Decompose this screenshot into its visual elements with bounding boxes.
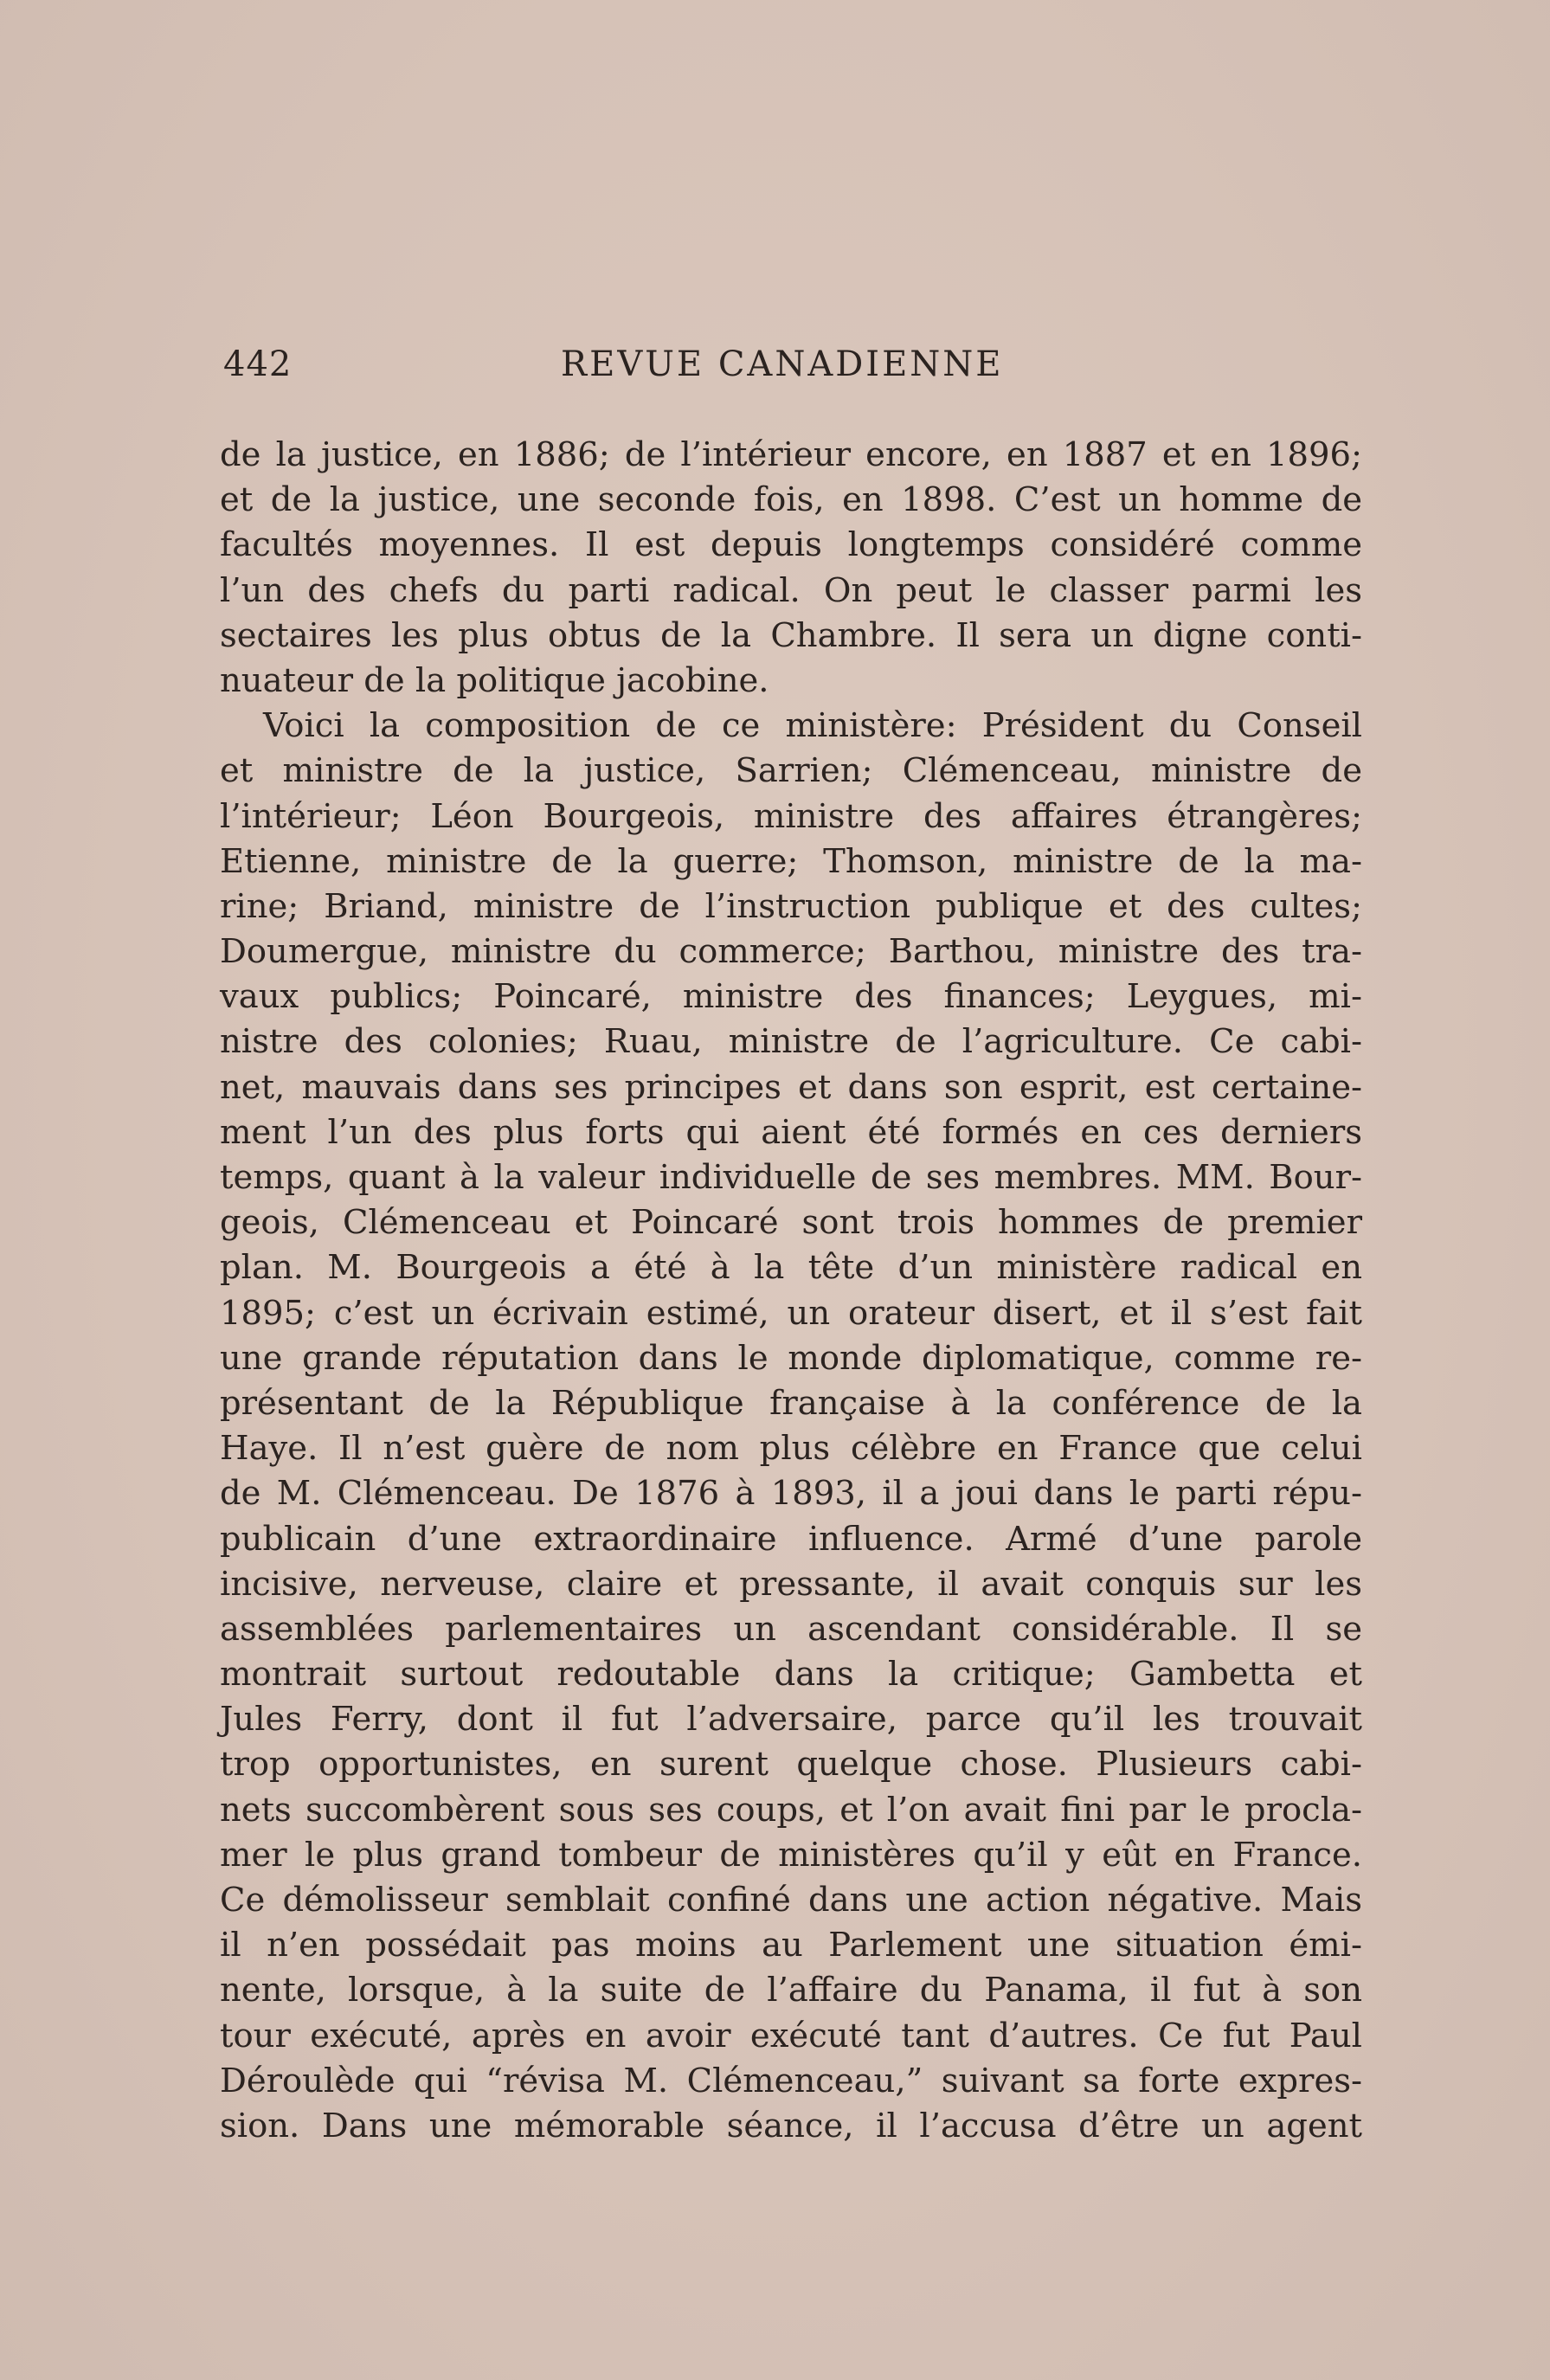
- text-line: et de la justice, une seconde fois, en 1898. C’est un homme de: [220, 480, 1362, 520]
- text-line: incisive, nerveuse, claire et pressante, il avait conquis sur les: [220, 1564, 1362, 1604]
- text-line: facultés moyennes. Il est depuis longtemps considéré comme: [220, 525, 1362, 565]
- text-line: nente, lorsque, à la suite de l’affaire du Panama, il fut à son: [220, 1971, 1362, 2010]
- text-line: il n’en possédait pas moins au Parlement une situation émi-: [220, 1926, 1362, 1965]
- page-number: 442: [223, 344, 293, 384]
- paragraph-start-line: Voici la composition de ce ministère: Président du Conseil: [263, 706, 1362, 746]
- text-line: publicain d’une extraordinaire influence. Armé d’une parole: [220, 1519, 1362, 1559]
- running-head: [223, 344, 1366, 389]
- text-line: mer le plus grand tombeur de ministères qu’il y eût en France.: [220, 1835, 1362, 1875]
- text-line: Ce démolisseur semblait confiné dans une action négative. Mais: [220, 1881, 1362, 1920]
- text-line: plan. M. Bourgeois a été à la tête d’un ministère radical en: [220, 1248, 1362, 1288]
- text-line: Etienne, ministre de la guerre; Thomson, ministre de la ma-: [220, 841, 1362, 881]
- text-line: 1895; c’est un écrivain estimé, un orateur disert, et il s’est fait: [220, 1293, 1362, 1333]
- text-line: vaux publics; Poincaré, ministre des finances; Leygues, mi-: [220, 977, 1362, 1017]
- text-line: de la justice, en 1886; de l’intérieur encore, en 1887 et en 1896;: [220, 435, 1362, 474]
- text-line: rine; Briand, ministre de l’instruction publique et des cultes;: [220, 886, 1362, 926]
- text-line: tour exécuté, après en avoir exécuté tant d’autres. Ce fut Paul: [220, 2016, 1362, 2055]
- text-line: Déroulède qui “révisa M. Clémenceau,” suivant sa forte expres-: [220, 2061, 1362, 2100]
- text-line: nistre des colonies; Ruau, ministre de l’agriculture. Ce cabi-: [220, 1022, 1362, 1062]
- text-line: sectaires les plus obtus de la Chambre. Il sera un digne conti-: [220, 615, 1362, 655]
- text-line: Jules Ferry, dont il fut l’adversaire, parce qu’il les trouvait: [220, 1700, 1362, 1740]
- text-line: assemblées parlementaires un ascendant considérable. Il se: [220, 1609, 1362, 1649]
- text-line: présentant de la République française à la conférence de la: [220, 1383, 1362, 1423]
- body-text: [220, 433, 1362, 2149]
- text-line: une grande réputation dans le monde diplomatique, comme re-: [220, 1338, 1362, 1378]
- text-line: sion. Dans une mémorable séance, il l’accusa d’être un agent: [220, 2106, 1362, 2145]
- text-line: temps, quant à la valeur individuelle de ses membres. MM. Bour-: [220, 1158, 1362, 1197]
- text-line: nuateur de la politique jacobine.: [220, 660, 769, 700]
- journal-title: REVUE CANADIENNE: [561, 344, 1004, 384]
- text-line: trop opportunistes, en surent quelque chose. Plusieurs cabi-: [220, 1745, 1362, 1785]
- text-line: Haye. Il n’est guère de nom plus célèbre en France que celui: [220, 1429, 1362, 1469]
- text-line: geois, Clémenceau et Poincaré sont trois hommes de premier: [220, 1203, 1362, 1243]
- text-line: montrait surtout redoutable dans la critique; Gambetta et: [220, 1655, 1362, 1695]
- text-line: net, mauvais dans ses principes et dans son esprit, est certaine-: [220, 1067, 1362, 1107]
- text-line: de M. Clémenceau. De 1876 à 1893, il a joui dans le parti répu-: [220, 1474, 1362, 1514]
- text-line: ment l’un des plus forts qui aient été formés en ces derniers: [220, 1112, 1362, 1152]
- text-line: Doumergue, ministre du commerce; Barthou, ministre des tra-: [220, 932, 1362, 972]
- text-line: l’intérieur; Léon Bourgeois, ministre des affaires étrangères;: [220, 796, 1362, 836]
- text-line: et ministre de la justice, Sarrien; Clémenceau, ministre de: [220, 751, 1362, 791]
- text-line: nets succombèrent sous ses coups, et l’on avait fini par le procla-: [220, 1790, 1362, 1830]
- text-line: l’un des chefs du parti radical. On peut le classer parmi les: [220, 570, 1362, 610]
